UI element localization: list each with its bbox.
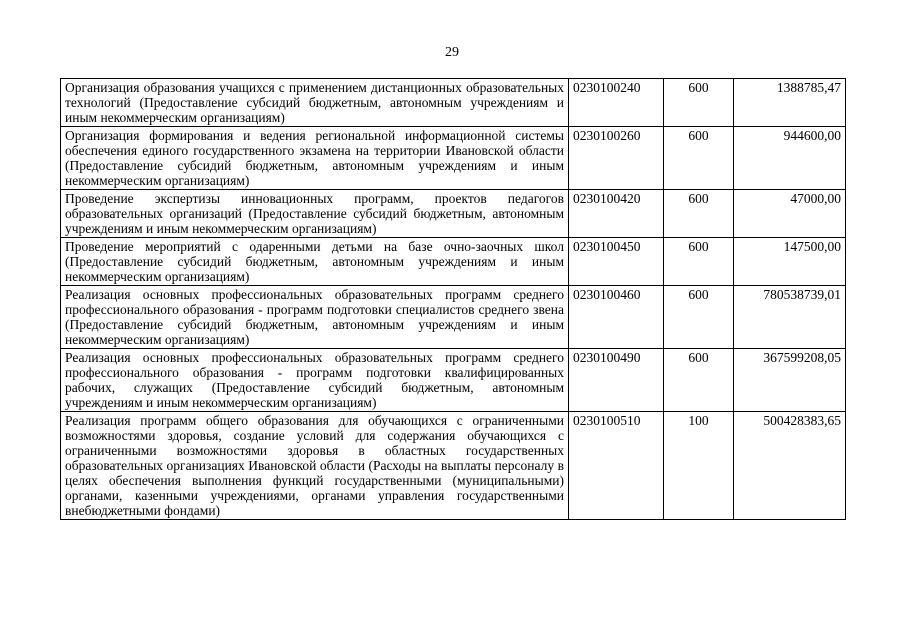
expense-type-cell: 600: [664, 127, 734, 190]
target-code-cell: 0230100460: [569, 286, 664, 349]
page-number: 29: [445, 45, 459, 60]
expense-type-cell: 600: [664, 79, 734, 127]
amount-cell: 367599208,05: [734, 349, 846, 412]
target-code-cell: 0230100510: [569, 412, 664, 520]
amount-cell: 944600,00: [734, 127, 846, 190]
expense-type-cell: 600: [664, 238, 734, 286]
table-row: [61, 79, 846, 127]
amount-cell: 47000,00: [734, 190, 846, 238]
expense-name-cell: Проведение мероприятий с одаренными детьми на базе очно-заочных школ (Предоставление субсидий бюджетным, автономным учреждениям и иным некоммерческим организациям): [61, 238, 569, 286]
amount-cell: 780538739,01: [734, 286, 846, 349]
target-code-cell: 0230100490: [569, 349, 664, 412]
expense-type-cell: 600: [664, 286, 734, 349]
table-row: [61, 127, 846, 190]
expense-name-cell: Организация формирования и ведения региональной информационной системы обеспечения единого государственного экзамена на территории Ивановской области (Предоставление субсидий бюджетным, автономным учреждениям и иным некоммерческим организациям): [61, 127, 569, 190]
amount-cell: 1388785,47: [734, 79, 846, 127]
amount-cell: 500428383,65: [734, 412, 846, 520]
budget-table: [60, 78, 846, 520]
amount-cell: 147500,00: [734, 238, 846, 286]
expense-name-cell: Реализация программ общего образования для обучающихся с ограниченными возможностями здоровья, создание условий для содержания обучающихся с ограниченными возможностями здоровья в областных государственных образовательных организациях Ивановской области (Расходы на выплаты персоналу в целях обеспечения выполнения функций государственными (муниципальными) органами, казенными учреждениями, органами управления государственными внебюджетными фондами): [61, 412, 569, 520]
expense-type-cell: 600: [664, 190, 734, 238]
table-row: [61, 412, 846, 520]
expense-name-cell: Организация образования учащихся с применением дистанционных образовательных технологий (Предоставление субсидий бюджетным, автономным учреждениям и иным некоммерческим организациям): [61, 79, 569, 127]
table-row: [61, 238, 846, 286]
expense-type-cell: 600: [664, 349, 734, 412]
target-code-cell: 0230100240: [569, 79, 664, 127]
table-row: [61, 190, 846, 238]
table-row: [61, 349, 846, 412]
expense-type-cell: 100: [664, 412, 734, 520]
expense-name-cell: Реализация основных профессиональных образовательных программ среднего профессионального образования - программ подготовки квалифицированных рабочих, служащих (Предоставление субсидий бюджетным, автономным учреждениям и иным некоммерческим организациям): [61, 349, 569, 412]
target-code-cell: 0230100450: [569, 238, 664, 286]
table-row: [61, 286, 846, 349]
target-code-cell: 0230100260: [569, 127, 664, 190]
target-code-cell: 0230100420: [569, 190, 664, 238]
expense-name-cell: Проведение экспертизы инновационных программ, проектов педагогов образовательных организаций (Предоставление субсидий бюджетным, автономным учреждениям и иным некоммерческим организациям): [61, 190, 569, 238]
expense-name-cell: Реализация основных профессиональных образовательных программ среднего профессионального образования - программ подготовки специалистов среднего звена (Предоставление субсидий бюджетным, автономным учреждениям и иным некоммерческим организациям): [61, 286, 569, 349]
